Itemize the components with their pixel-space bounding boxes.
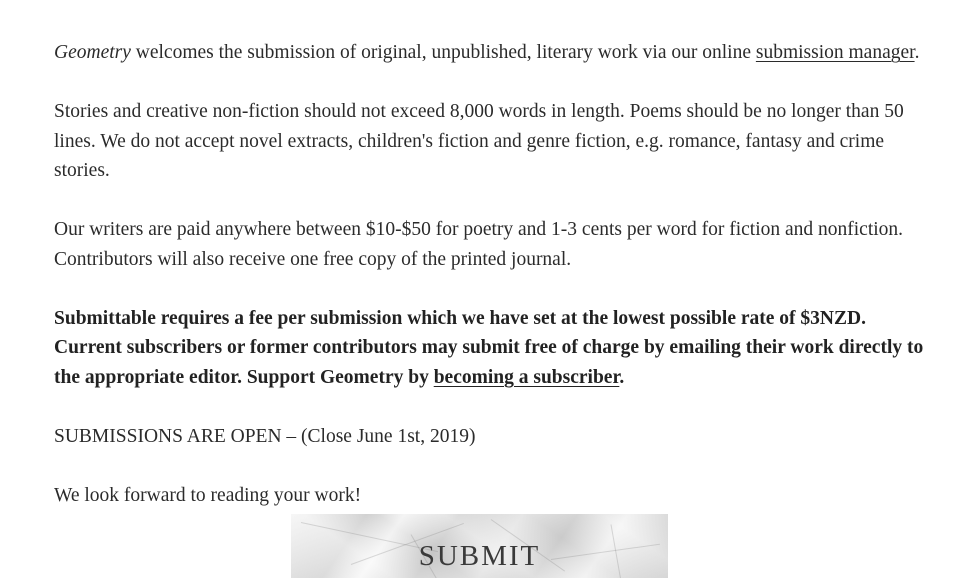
submit-label: SUBMIT (418, 540, 541, 572)
payment-paragraph: Our writers are paid anywhere between $10-$50 for poetry and 1-3 cents per word for fiction and nonfiction. Contributors will also receive one free copy of the printed journal. (54, 219, 904, 270)
journal-name: Geometry (54, 42, 131, 63)
intro-end: . (914, 42, 920, 63)
submission-status: SUBMISSIONS ARE OPEN – (Close June 1st, 2019) (54, 425, 476, 447)
submit-button[interactable] (291, 514, 668, 578)
intro-text: welcomes the submission of original, unpublished, literary work via our online (130, 42, 756, 63)
guidelines-paragraph: Stories and creative non-fiction should not exceed 8,000 words in length. Poems should be no longer than 50 lines. We do not accept novel extracts, children's fiction and genre fiction, e.g. romance, fantasy and crime stories. (54, 101, 904, 181)
fee-text: Submittable requires a fee per submission which we have set at the lowest possible rate of $3NZD. Current subscribers or former contributors may submit free of charge by emailing their work directly to the appropriate editor. Support Geometry by (54, 307, 924, 388)
submission-info (54, 38, 924, 540)
fee-paragraph (54, 304, 924, 393)
fee-end: . (619, 366, 625, 388)
become-subscriber-link[interactable]: becoming a subscriber (433, 366, 620, 388)
intro-paragraph (54, 38, 924, 68)
submission-manager-link[interactable]: submission manager (755, 42, 915, 63)
closing-paragraph: We look forward to reading your work! (54, 484, 362, 506)
